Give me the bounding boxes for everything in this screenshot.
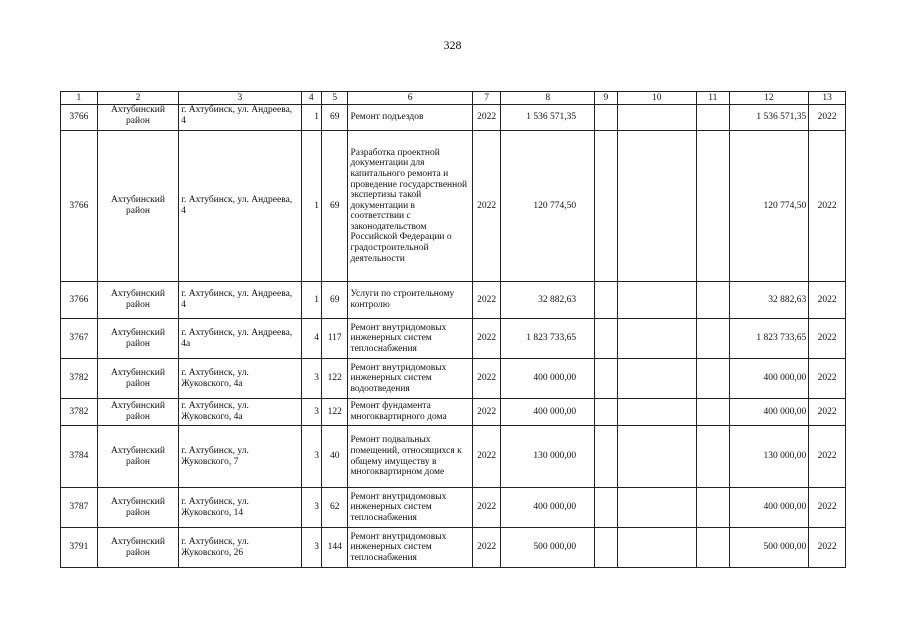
amount: 120 774,50 xyxy=(501,131,595,282)
district: Ахтубинский район xyxy=(97,528,179,568)
column-header: 5 xyxy=(321,92,348,105)
amount: 32 882,63 xyxy=(501,282,595,319)
col-11 xyxy=(697,399,730,426)
col-4: 3 xyxy=(301,359,321,399)
col-10 xyxy=(617,528,697,568)
row-id: 3766 xyxy=(61,282,98,319)
completion-year: 2022 xyxy=(809,399,846,426)
col-10 xyxy=(617,282,697,319)
completion-year: 2022 xyxy=(809,105,846,131)
district: Ахтубинский район xyxy=(97,319,179,359)
col-4: 1 xyxy=(301,131,321,282)
work-type: Разработка проектной документации для капитального ремонта и проведение государственной экспертизы такой документации в соответствии с законодательством Российской Федерации о градостроительной деятельности xyxy=(348,131,472,282)
table-row xyxy=(61,488,846,528)
col-5: 69 xyxy=(321,282,348,319)
column-header: 1 xyxy=(61,92,98,105)
col-10 xyxy=(617,399,697,426)
work-type: Ремонт внутридомовых инженерных систем теплоснабжения xyxy=(348,319,472,359)
work-type: Услуги по строительному контролю xyxy=(348,282,472,319)
col-11 xyxy=(697,282,730,319)
col-10 xyxy=(617,105,697,131)
table-row xyxy=(61,282,846,319)
year: 2022 xyxy=(472,319,501,359)
col-4: 3 xyxy=(301,399,321,426)
district: Ахтубинский район xyxy=(97,131,179,282)
row-id: 3782 xyxy=(61,399,98,426)
year: 2022 xyxy=(472,105,501,131)
row-id: 3791 xyxy=(61,528,98,568)
col-4: 3 xyxy=(301,426,321,488)
year: 2022 xyxy=(472,528,501,568)
column-header: 11 xyxy=(697,92,730,105)
year: 2022 xyxy=(472,282,501,319)
district: Ахтубинский район xyxy=(97,359,179,399)
work-type: Ремонт внутридомовых инженерных систем теплоснабжения xyxy=(348,528,472,568)
year: 2022 xyxy=(472,426,501,488)
address: г. Ахтубинск, ул. Жуковского, 4а xyxy=(179,399,301,426)
district: Ахтубинский район xyxy=(97,399,179,426)
total-amount: 400 000,00 xyxy=(729,399,809,426)
col-5: 40 xyxy=(321,426,348,488)
completion-year: 2022 xyxy=(809,282,846,319)
table-row xyxy=(61,426,846,488)
col-5: 122 xyxy=(321,399,348,426)
row-id: 3787 xyxy=(61,488,98,528)
column-header: 4 xyxy=(301,92,321,105)
total-amount: 1 823 733,65 xyxy=(729,319,809,359)
work-type: Ремонт фундамента многоквартирного дома xyxy=(348,399,472,426)
completion-year: 2022 xyxy=(809,426,846,488)
column-header: 9 xyxy=(595,92,617,105)
col-9 xyxy=(595,528,617,568)
row-id: 3766 xyxy=(61,131,98,282)
row-id: 3782 xyxy=(61,359,98,399)
table-row xyxy=(61,359,846,399)
header-row xyxy=(61,92,846,105)
work-type: Ремонт внутридомовых инженерных систем водоотведения xyxy=(348,359,472,399)
year: 2022 xyxy=(472,488,501,528)
table-row xyxy=(61,105,846,131)
year: 2022 xyxy=(472,399,501,426)
col-9 xyxy=(595,131,617,282)
col-10 xyxy=(617,488,697,528)
col-9 xyxy=(595,319,617,359)
completion-year: 2022 xyxy=(809,528,846,568)
completion-year: 2022 xyxy=(809,319,846,359)
column-header: 2 xyxy=(97,92,179,105)
col-11 xyxy=(697,359,730,399)
capital-repair-table xyxy=(60,91,846,568)
page-number: 328 xyxy=(443,38,462,52)
amount: 130 000,00 xyxy=(501,426,595,488)
col-5: 122 xyxy=(321,359,348,399)
total-amount: 130 000,00 xyxy=(729,426,809,488)
total-amount: 120 774,50 xyxy=(729,131,809,282)
amount: 1 823 733,65 xyxy=(501,319,595,359)
row-id: 3767 xyxy=(61,319,98,359)
address: г. Ахтубинск, ул. Жуковского, 7 xyxy=(179,426,301,488)
col-5: 144 xyxy=(321,528,348,568)
work-type: Ремонт внутридомовых инженерных систем теплоснабжения xyxy=(348,488,472,528)
column-header: 13 xyxy=(809,92,846,105)
address: г. Ахтубинск, ул. Жуковского, 14 xyxy=(179,488,301,528)
total-amount: 400 000,00 xyxy=(729,359,809,399)
amount: 400 000,00 xyxy=(501,399,595,426)
address: г. Ахтубинск, ул. Андреева, 4а xyxy=(179,319,301,359)
col-9 xyxy=(595,282,617,319)
total-amount: 400 000,00 xyxy=(729,488,809,528)
address: г. Ахтубинск, ул. Андреева, 4 xyxy=(179,282,301,319)
amount: 400 000,00 xyxy=(501,359,595,399)
amount: 1 536 571,35 xyxy=(501,105,595,131)
work-type: Ремонт подъездов xyxy=(348,105,472,131)
col-10 xyxy=(617,359,697,399)
total-amount: 1 536 571,35 xyxy=(729,105,809,131)
col-11 xyxy=(697,105,730,131)
col-11 xyxy=(697,426,730,488)
row-id: 3766 xyxy=(61,105,98,131)
column-header: 12 xyxy=(729,92,809,105)
col-5: 69 xyxy=(321,131,348,282)
table-row xyxy=(61,528,846,568)
address: г. Ахтубинск, ул. Андреева, 4 xyxy=(179,105,301,131)
table-row xyxy=(61,131,846,282)
table-row xyxy=(61,399,846,426)
completion-year: 2022 xyxy=(809,488,846,528)
col-10 xyxy=(617,131,697,282)
amount: 400 000,00 xyxy=(501,488,595,528)
column-header: 10 xyxy=(617,92,697,105)
year: 2022 xyxy=(472,131,501,282)
completion-year: 2022 xyxy=(809,359,846,399)
col-9 xyxy=(595,426,617,488)
total-amount: 32 882,63 xyxy=(729,282,809,319)
col-4: 1 xyxy=(301,282,321,319)
column-header: 6 xyxy=(348,92,472,105)
col-10 xyxy=(617,426,697,488)
district: Ахтубинский район xyxy=(97,282,179,319)
column-header: 3 xyxy=(179,92,301,105)
col-4: 3 xyxy=(301,528,321,568)
district: Ахтубинский район xyxy=(97,426,179,488)
col-4: 4 xyxy=(301,319,321,359)
col-9 xyxy=(595,399,617,426)
col-11 xyxy=(697,131,730,282)
col-11 xyxy=(697,528,730,568)
column-header: 7 xyxy=(472,92,501,105)
column-header: 8 xyxy=(501,92,595,105)
col-11 xyxy=(697,488,730,528)
col-4: 3 xyxy=(301,488,321,528)
col-11 xyxy=(697,319,730,359)
row-id: 3784 xyxy=(61,426,98,488)
address: г. Ахтубинск, ул. Жуковского, 26 xyxy=(179,528,301,568)
col-9 xyxy=(595,105,617,131)
year: 2022 xyxy=(472,359,501,399)
district: Ахтубинский район xyxy=(97,488,179,528)
amount: 500 000,00 xyxy=(501,528,595,568)
address: г. Ахтубинск, ул. Жуковского, 4а xyxy=(179,359,301,399)
col-9 xyxy=(595,488,617,528)
col-5: 117 xyxy=(321,319,348,359)
col-9 xyxy=(595,359,617,399)
address: г. Ахтубинск, ул. Андреева, 4 xyxy=(179,131,301,282)
col-5: 69 xyxy=(321,105,348,131)
completion-year: 2022 xyxy=(809,131,846,282)
col-5: 62 xyxy=(321,488,348,528)
col-10 xyxy=(617,319,697,359)
district: Ахтубинский район xyxy=(97,105,179,131)
total-amount: 500 000,00 xyxy=(729,528,809,568)
col-4: 1 xyxy=(301,105,321,131)
table-row xyxy=(61,319,846,359)
work-type: Ремонт подвальных помещений, относящихся к общему имуществу в многоквартирном доме xyxy=(348,426,472,488)
